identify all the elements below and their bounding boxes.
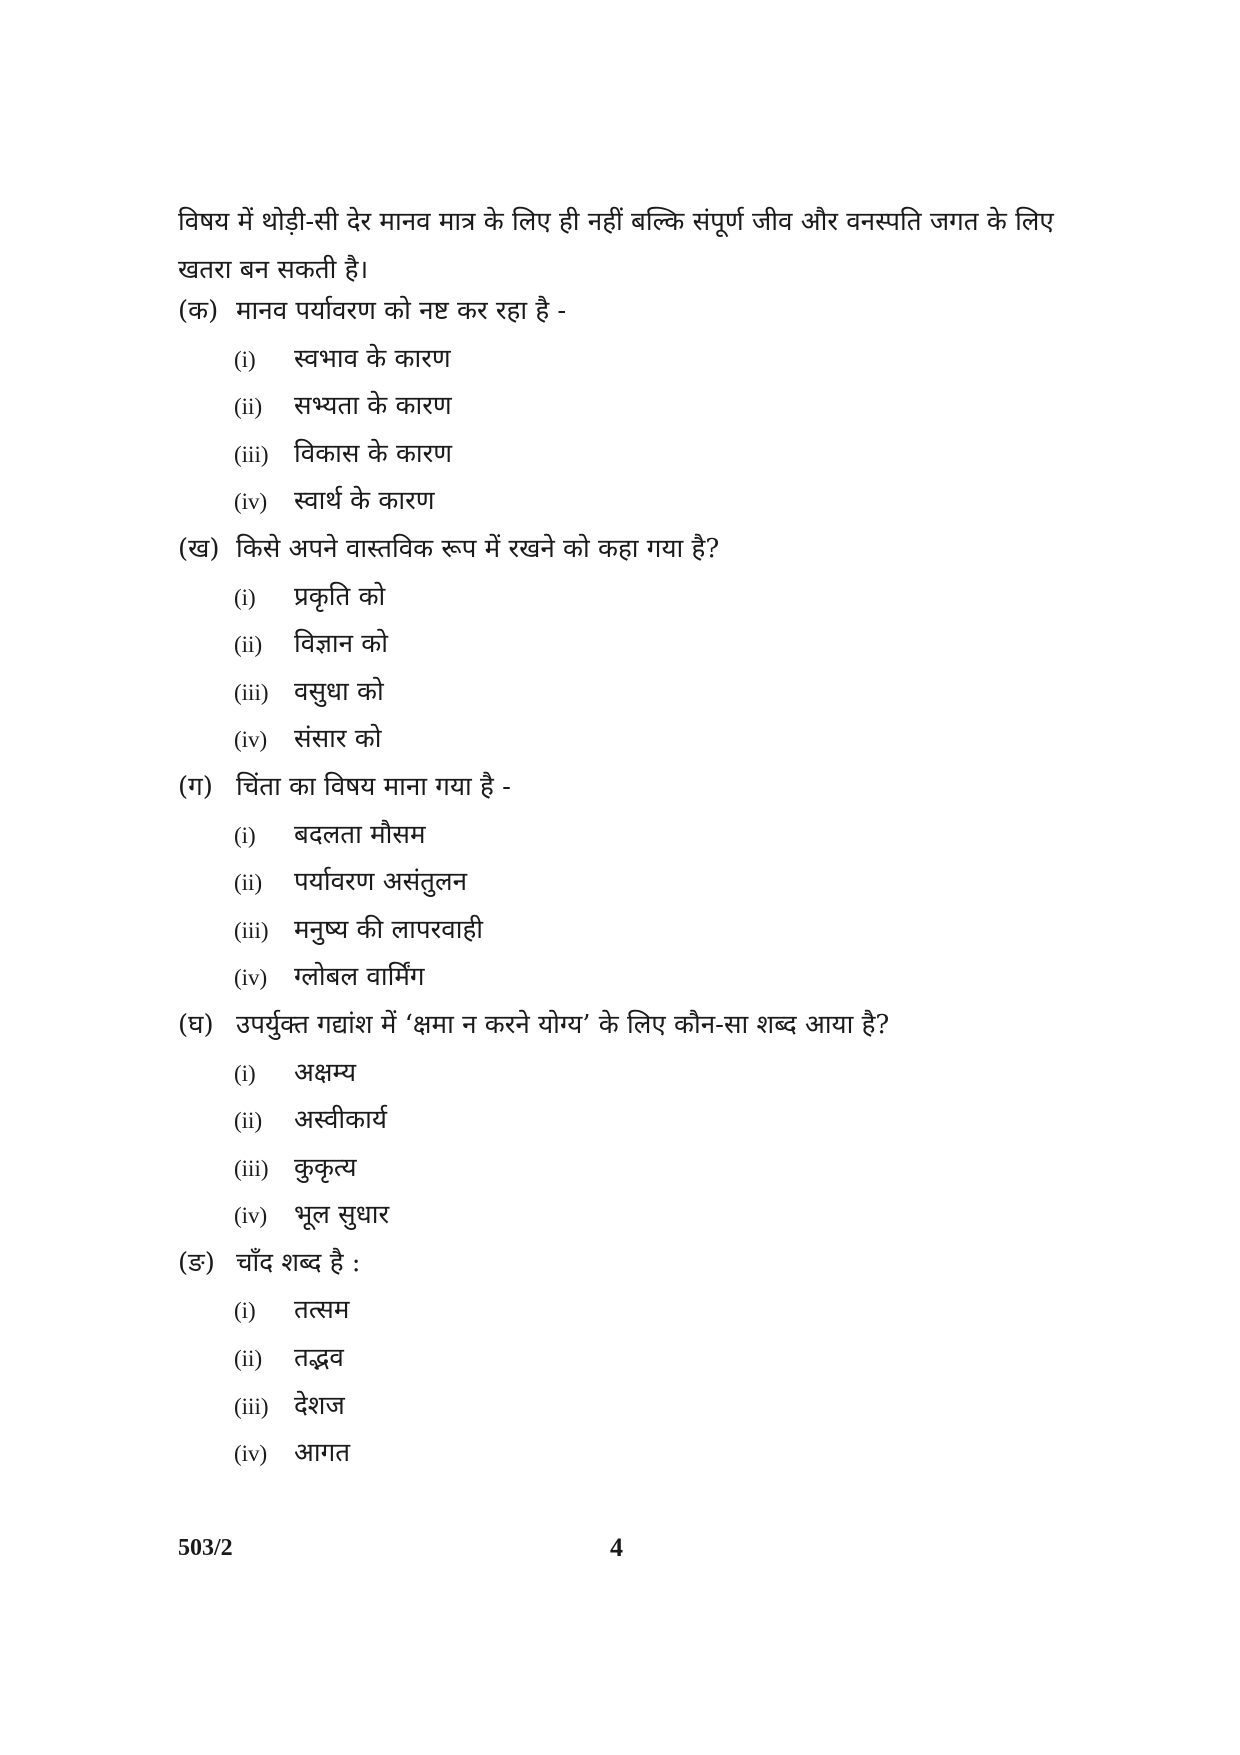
- option-text: तत्सम: [294, 1295, 350, 1326]
- option-text: तद्भव: [294, 1343, 344, 1374]
- question-stem: [178, 526, 1078, 574]
- option-list: [178, 812, 1078, 1002]
- option-number: (ii): [234, 1346, 263, 1372]
- question-stem: [178, 1240, 1078, 1288]
- option-number: (iii): [234, 917, 269, 943]
- option-text: कुकृत्य: [294, 1152, 357, 1183]
- option-number: (ii): [234, 1108, 263, 1134]
- option-item: [178, 383, 1078, 431]
- option-item: [178, 954, 1078, 1002]
- option-item: [178, 1383, 1078, 1431]
- option-number: (i): [234, 1060, 256, 1086]
- page-number: 4: [610, 1533, 623, 1562]
- option-text: सभ्यता के कारण: [294, 391, 452, 422]
- question-text: चिंता का विषय माना गया है -: [236, 771, 511, 802]
- question-ka: [178, 288, 1078, 526]
- question-label: (ङ): [178, 1247, 215, 1278]
- option-list: [178, 336, 1078, 526]
- option-text: आगत: [294, 1438, 351, 1469]
- option-number: (i): [234, 1298, 256, 1324]
- question-label: (ख): [178, 533, 220, 564]
- option-number: (iv): [234, 489, 268, 515]
- question-text: चाँद शब्द है :: [236, 1247, 361, 1278]
- option-number: (iv): [234, 727, 268, 753]
- option-text: संसार को: [294, 724, 382, 755]
- option-text: ग्लोबल वार्मिंग: [294, 962, 425, 993]
- question-stem: [178, 1002, 1078, 1050]
- question-text: मानव पर्यावरण को नष्ट कर रहा है -: [236, 296, 567, 326]
- option-text: बदलता मौसम: [294, 819, 426, 850]
- option-text: प्रकृति को: [294, 581, 386, 612]
- option-text: पर्यावरण असंतुलन: [294, 867, 468, 898]
- question-ga: [178, 764, 1078, 1002]
- option-text: अक्षम्य: [294, 1057, 357, 1088]
- option-item: [178, 336, 1078, 384]
- option-number: (ii): [234, 394, 263, 420]
- option-number: (iv): [234, 965, 268, 991]
- option-text: विज्ञान को: [294, 629, 388, 660]
- option-number: (iii): [234, 679, 269, 705]
- option-text: स्वार्थ के कारण: [294, 486, 435, 517]
- option-list: [178, 1050, 1078, 1240]
- option-number: (iv): [234, 1441, 268, 1467]
- option-number: (iii): [234, 1155, 269, 1181]
- question-label: (क): [178, 296, 219, 326]
- option-item: [178, 669, 1078, 717]
- passage-text: विषय में थोड़ी-सी देर मानव मात्र के लिए ही नहीं बल्कि संपूर्ण जीव और वनस्पति जगत के लिए खतरा बन सकती है।: [178, 207, 1054, 285]
- option-item: [178, 621, 1078, 669]
- question-kha: [178, 526, 1078, 764]
- option-item: [178, 716, 1078, 764]
- question-label: (ग): [178, 771, 213, 802]
- option-item: [178, 431, 1078, 479]
- question-text: उपर्युक्त गद्यांश में ‘क्षमा न करने योग्य’ के लिए कौन-सा शब्द आया है?: [236, 1009, 890, 1040]
- option-item: [178, 478, 1078, 526]
- question-stem: [178, 764, 1078, 812]
- option-text: वसुधा को: [294, 676, 384, 707]
- option-number: (ii): [234, 632, 263, 658]
- option-number: (ii): [234, 870, 263, 896]
- question-list: [178, 288, 1078, 1478]
- option-item: [178, 574, 1078, 622]
- option-text: विकास के कारण: [294, 438, 453, 469]
- option-item: [178, 812, 1078, 860]
- option-number: (iv): [234, 1203, 268, 1229]
- option-item: [178, 1050, 1078, 1098]
- paper-code: 503/2: [178, 1535, 233, 1561]
- question-stem: [178, 288, 1078, 336]
- option-item: [178, 1192, 1078, 1240]
- option-text: मनुष्य की लापरवाही: [294, 914, 484, 945]
- option-item: [178, 859, 1078, 907]
- option-item: [178, 1097, 1078, 1145]
- option-item: [178, 1287, 1078, 1335]
- option-number: (i): [234, 584, 256, 610]
- option-item: [178, 907, 1078, 955]
- option-number: (i): [234, 822, 256, 848]
- option-list: [178, 574, 1078, 764]
- option-item: [178, 1430, 1078, 1478]
- option-item: [178, 1145, 1078, 1193]
- question-gha: [178, 1002, 1078, 1240]
- option-text: देशज: [294, 1390, 345, 1421]
- option-text: अस्वीकार्य: [294, 1105, 387, 1136]
- question-label: (घ): [178, 1009, 214, 1040]
- question-nga: [178, 1240, 1078, 1478]
- option-item: [178, 1335, 1078, 1383]
- option-number: (iii): [234, 441, 269, 467]
- option-number: (iii): [234, 1393, 269, 1419]
- question-text: किसे अपने वास्तविक रूप में रखने को कहा गया है?: [236, 533, 720, 564]
- option-number: (i): [234, 346, 256, 372]
- option-list: [178, 1287, 1078, 1477]
- option-text: स्वभाव के कारण: [294, 343, 451, 374]
- option-text: भूल सुधार: [294, 1200, 390, 1231]
